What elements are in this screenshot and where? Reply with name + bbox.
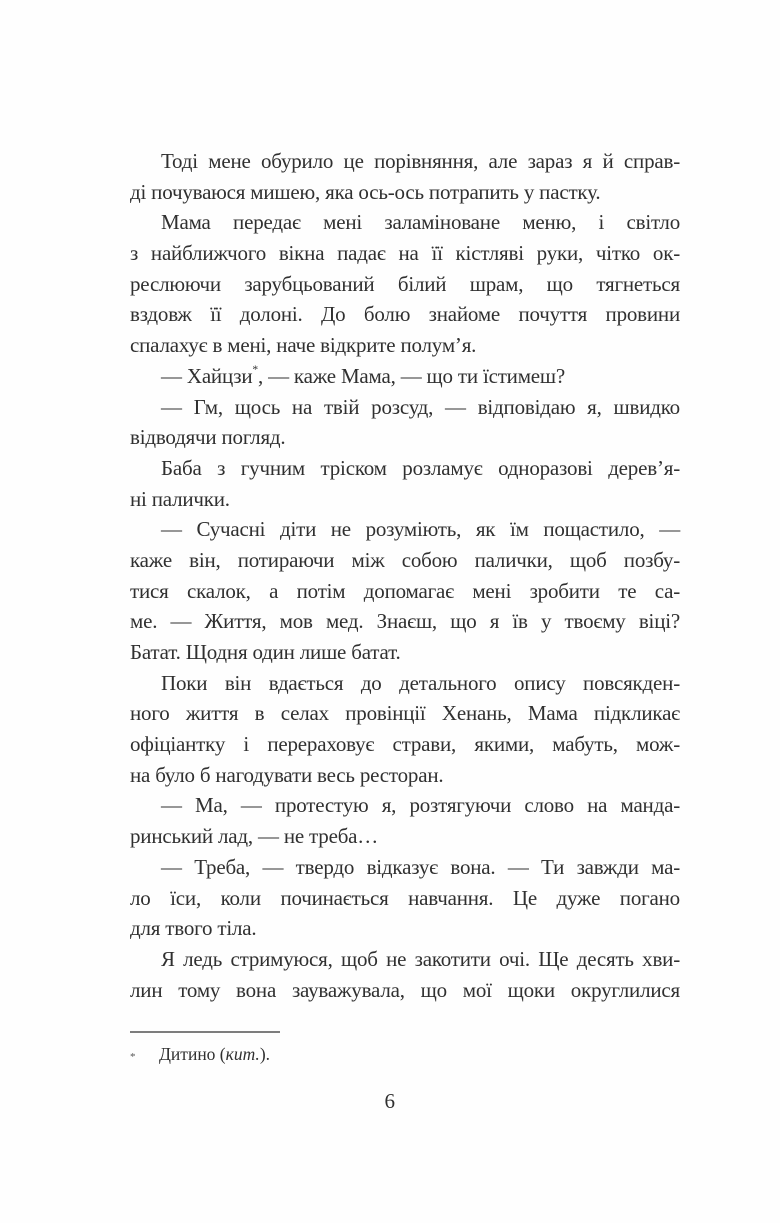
text-line: вздовж її долоні. До болю знайоме почуття провини — [130, 302, 680, 327]
text-line: відводячи погляд. — [130, 425, 286, 450]
page-text — [130, 146, 680, 1005]
text-line: ді почуваюся мишею, яка ось-ось потрапить у пастку. — [130, 179, 601, 204]
text-line: Мама передає мені заламіноване меню, і світло — [161, 210, 680, 235]
footnote — [130, 1042, 680, 1066]
text-line: лин тому вона зауважувала, що мої щоки округлилися — [130, 977, 680, 1002]
footnote-term: Дитино ( — [159, 1044, 226, 1064]
text-line: Тоді мене обурило це порівняння, але зараз я й справ- — [161, 149, 680, 173]
text-line: з найближчого вікна падає на її кістляві руки, чітко ок- — [130, 241, 680, 266]
text-line: ні палички. — [130, 486, 230, 511]
text-line: ло їси, коли починається навчання. Це дуже погано — [130, 885, 680, 910]
text-line: офіціантку і перераховує страви, якими, мабуть, мож- — [130, 732, 680, 757]
footnote-text — [159, 1044, 270, 1064]
text-line: для твого тіла. — [130, 916, 257, 941]
text-line: — Сучасні діти не розуміють, як їм пощастило, — — [161, 517, 680, 542]
text-line: на було б нагодувати весь ресторан. — [130, 762, 444, 787]
text-line: ринський лад, — не треба… — [130, 824, 379, 849]
text-line: тися скалок, а потім допомагає мені зробити те са- — [130, 578, 680, 603]
text-line: ного життя в селах провінції Хенань, Мама підкликає — [130, 701, 680, 726]
footnote-term-italic: кит. — [225, 1044, 260, 1064]
text-line: — Гм, щось на твій розсуд, — відповідаю я, швидко — [161, 394, 680, 419]
text-line: Поки він вдається до детального опису повсякден- — [161, 670, 680, 695]
text-line: — Хайцзи*, — каже Мама, — що ти їстимеш? — [161, 363, 566, 388]
footnote-marker: * — [130, 1051, 136, 1063]
text-line: Я ледь стримуюся, щоб не закотити очі. Ще десять хви- — [161, 946, 680, 971]
footnote-term: ). — [259, 1044, 271, 1064]
text-line: Батат. Щодня один лише батат. — [130, 640, 401, 664]
text-line: ме. — Життя, мов мед. Знаєш, що я їв у твоєму віці? — [130, 609, 680, 634]
text-line: спалахує в мені, наче відкрите полум’я. — [130, 333, 477, 358]
footnote-reference: * — [252, 364, 258, 377]
text-line: реслюючи зарубцьований білий шрам, що тягнеться — [130, 271, 680, 296]
page-number: 6 — [384, 1089, 396, 1113]
text-line: Баба з гучним тріском розламує одноразові дерев’я- — [161, 455, 680, 480]
text-line: — Ма, — протестую я, розтягуючи слово на манда- — [161, 793, 680, 818]
text-line: каже він, потираючи між собою палички, щоб позбу- — [130, 547, 680, 572]
text-line: — Треба, — твердо відказує вона. — Ти завжди ма- — [161, 854, 680, 879]
footnote-separator — [130, 1031, 280, 1033]
